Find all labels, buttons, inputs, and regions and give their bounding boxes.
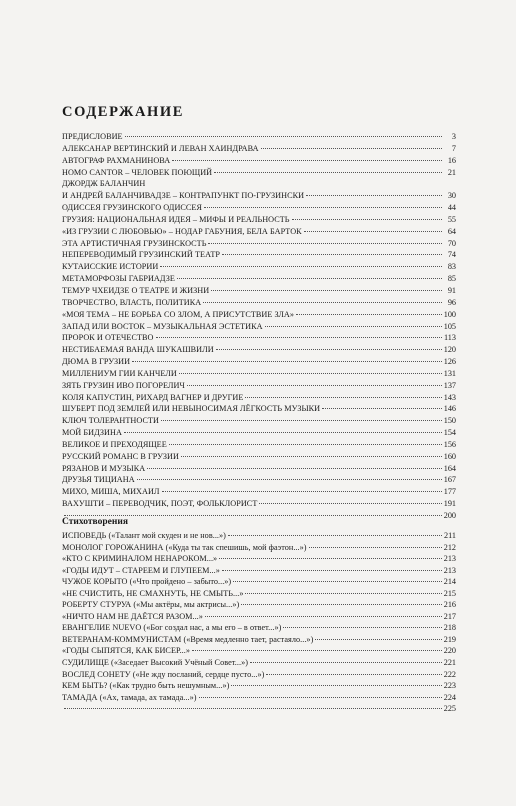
- dot-leader: [147, 468, 442, 469]
- toc-entry-title: [62, 611, 203, 623]
- entry-first-line-quote: («Талант мой скуден и не нов...»): [106, 531, 226, 540]
- page-number: 214: [443, 577, 456, 587]
- toc-entry-title: [62, 202, 202, 214]
- toc-entry: [62, 178, 456, 190]
- page-number: 213: [443, 554, 456, 564]
- toc-entry-title: [62, 439, 167, 451]
- page-number: 213: [443, 565, 456, 575]
- toc-entry-title: [62, 463, 145, 475]
- page-number: 44: [447, 203, 456, 213]
- page-number: 167: [443, 475, 456, 485]
- entry-title-text: АЛЕКСАНАР ВЕРТИНСКИЙ И ЛЕВАН ХАИНДРАВА: [62, 143, 259, 153]
- toc-entry-title: [62, 332, 154, 344]
- entry-title-text: МИХО, МИША, МИХАИЛ: [62, 487, 160, 497]
- dot-leader: [228, 535, 442, 536]
- dot-leader: [233, 581, 442, 582]
- page-number: 3: [451, 132, 456, 141]
- entry-title-text: НЕПЕРЕВОДИМЫЙ ГРУЗИНСКИЙ ТЕАТР: [62, 250, 220, 260]
- page-number: 224: [443, 692, 456, 702]
- toc-entry: [62, 273, 456, 285]
- page-number: 7: [451, 143, 456, 153]
- page-number: 96: [447, 297, 456, 307]
- entry-title-text: ПРЕДИСЛОВИЕ: [62, 132, 123, 141]
- page-number: 223: [443, 681, 456, 691]
- page-number: 156: [443, 439, 456, 449]
- toc-entry: [62, 553, 456, 565]
- entry-first-line-quote: («Мы актёры, мы актрисы...»): [131, 600, 240, 610]
- page-number: 177: [443, 487, 456, 497]
- entry-title-text: «КТО С КРИМИНАЛОМ НЕНАРОКОМ...»: [62, 554, 218, 564]
- toc-entry: [62, 692, 456, 704]
- entry-title-text: ДЮМА В ГРУЗИИ: [62, 357, 131, 367]
- dot-leader: [245, 397, 441, 398]
- page-number: 212: [443, 542, 456, 552]
- toc-entry: [62, 415, 456, 427]
- dot-leader: [309, 547, 442, 548]
- entry-title-text: ЗЯТЬ ГРУЗИН ИВО ПОГОРЕЛИЧ: [62, 380, 185, 390]
- dot-leader: [266, 674, 441, 675]
- toc-entry-title: [62, 599, 239, 611]
- dot-leader: [205, 616, 442, 617]
- toc-entry-title: [62, 214, 290, 226]
- dot-leader: [199, 697, 442, 698]
- toc-entry-title: [62, 576, 231, 588]
- entry-title-text: ЭТА АРТИСТИЧНАЯ ГРУЗИНСКОСТЬ: [62, 238, 207, 248]
- entry-title-text: И АНДРЕЙ БАЛАНЧИВАДЗЕ – КОНТРАПУНКТ ПО-ГРУЗИНСКИ: [62, 191, 305, 201]
- toc-entry-title: [62, 451, 179, 463]
- toc-entry-title: [62, 498, 257, 510]
- dot-leader: [124, 432, 442, 433]
- dot-leader: [203, 302, 442, 303]
- entry-title-text: КЛЮЧ ТОЛЕРАНТНОСТИ: [62, 416, 159, 426]
- dot-leader: [156, 337, 443, 338]
- toc-entry: [62, 486, 456, 498]
- toc-entry: [62, 588, 456, 600]
- dot-leader: [160, 266, 442, 267]
- toc-entry-title: [62, 530, 226, 542]
- toc-entry: [62, 261, 456, 273]
- page-number: 126: [443, 357, 456, 367]
- toc-entry-title: [62, 297, 201, 309]
- page-number: 70: [447, 238, 456, 248]
- page-number: 137: [443, 380, 456, 390]
- entry-first-line-quote: («Время медленно тает, растаяло...»): [181, 634, 314, 644]
- page-number: 85: [447, 274, 456, 284]
- toc-entry-title: [62, 238, 206, 250]
- dot-leader: [306, 195, 442, 196]
- page-number: 55: [447, 214, 456, 224]
- toc-entry: [62, 238, 456, 250]
- toc-entry: [62, 634, 456, 646]
- entry-title-text: ЗАПАД ИЛИ ВОСТОК – МУЗЫКАЛЬНАЯ ЭСТЕТИКА: [62, 321, 263, 331]
- entry-title-text: «ГОДЫ СЫПЯТСЯ, КАК БИСЕР...»: [62, 646, 191, 656]
- page-number: 143: [443, 392, 456, 402]
- page-number: 146: [443, 404, 456, 414]
- toc-entry: [62, 622, 456, 634]
- dot-leader: [259, 503, 441, 504]
- dot-leader: [304, 231, 442, 232]
- toc-entry: [62, 143, 456, 155]
- toc-entry-title: [62, 285, 209, 297]
- dot-leader: [315, 639, 441, 640]
- toc-entry: [62, 542, 456, 554]
- toc-entry: [62, 498, 456, 510]
- entry-title-text: ТЕМУР ЧХЕИДЗЕ О ТЕАТРЕ И ЖИЗНИ: [62, 285, 210, 295]
- entry-title-text: НЕСТИБАЕМАЯ ВАНДА ШУКАШВИЛИ: [62, 345, 214, 355]
- entry-first-line-quote: («Заседает Высокий Учёный Совет...»): [108, 658, 248, 668]
- toc-entry-title: [62, 692, 197, 704]
- toc-entry-title: [62, 427, 122, 439]
- dot-leader: [250, 662, 442, 663]
- entry-title-text: СУДИЛИЩЕ: [62, 658, 109, 668]
- page-number: 100: [443, 309, 456, 319]
- entry-title-text: ДЖОРДЖ БАЛАНЧИН: [62, 179, 146, 189]
- poems-section-heading: Стихотворения: [62, 517, 128, 527]
- toc-entry: [62, 356, 456, 368]
- page-number: 220: [443, 646, 456, 656]
- entry-title-text: РУССКИЙ РОМАНС В ГРУЗИИ: [62, 451, 179, 461]
- dot-leader: [241, 604, 441, 605]
- dot-leader: [292, 219, 442, 220]
- dot-leader: [216, 349, 442, 350]
- entry-title-text: «ИЗ ГРУЗИИ С ЛЮБОВЬЮ» – НОДАР ГАБУНИЯ, БЕЛА БАРТОК: [62, 226, 302, 236]
- dot-leader: [208, 243, 442, 244]
- toc-entry: [62, 368, 456, 380]
- toc-entry-title: [62, 645, 190, 657]
- toc-entry: [62, 226, 456, 238]
- toc-entry: [62, 131, 456, 143]
- toc-entry-title: [62, 356, 130, 368]
- page-number: 211: [444, 531, 456, 540]
- dot-leader: [64, 515, 442, 516]
- toc-entry-title: [62, 226, 302, 238]
- toc-entry: [62, 155, 456, 167]
- entry-title-text: ВАХУШТИ – ПЕРЕВОДЧИК, ПОЭТ, ФОЛЬКЛОРИСТ: [62, 499, 258, 509]
- entry-title-text: ВЕЛИКОЕ И ПРЕХОДЯЩЕЕ: [62, 439, 167, 449]
- toc-entry: [62, 285, 456, 297]
- page-number: 120: [443, 345, 456, 355]
- toc-entry: [62, 297, 456, 309]
- toc-entry: [62, 214, 456, 226]
- toc-entry: [62, 332, 456, 344]
- dot-leader: [219, 558, 442, 559]
- toc-entry-title: [62, 403, 320, 415]
- toc-entry: [62, 380, 456, 392]
- entry-first-line-quote: («Как трудно быть нешумным...»): [107, 681, 230, 691]
- entry-first-line-quote: («Что пройдено – забыто...»): [127, 577, 232, 587]
- toc-entry-title: [62, 622, 281, 634]
- page-number: 164: [443, 463, 456, 473]
- entry-title-text: КЕМ БЫТЬ?: [62, 681, 108, 691]
- entry-first-line-quote: («Не жду посланий, сердце пусто...»): [130, 669, 265, 679]
- entry-title-text: «ГОДЫ ИДУТ – СТАРЕЕМ И ГЛУПЕЕМ...»: [62, 565, 220, 575]
- poems-list: [62, 530, 456, 715]
- page-number: 160: [443, 451, 456, 461]
- entry-title-text: ЕВАНГЕЛИЕ NUEVO: [62, 623, 142, 633]
- dot-leader: [162, 491, 442, 492]
- dot-leader: [222, 254, 442, 255]
- toc-entry-title: [62, 680, 229, 692]
- dot-leader: [214, 172, 442, 173]
- dot-leader: [222, 570, 442, 571]
- toc-entry: [62, 599, 456, 611]
- dot-leader: [211, 290, 442, 291]
- toc-entry-title: [62, 669, 264, 681]
- dot-leader: [181, 456, 442, 457]
- toc-entry: [62, 645, 456, 657]
- page-number: 64: [447, 226, 456, 236]
- entry-title-text: ТВОРЧЕСТВО, ВЛАСТЬ, ПОЛИТИКА: [62, 297, 202, 307]
- toc-entry: [62, 309, 456, 321]
- toc-entry-title: [62, 380, 185, 392]
- toc-entry: [62, 321, 456, 333]
- dot-leader: [161, 420, 442, 421]
- dot-leader: [245, 593, 441, 594]
- toc-entry: [62, 344, 456, 356]
- toc-entry: [62, 565, 456, 577]
- page-number: 74: [447, 250, 456, 260]
- page-number: 83: [447, 262, 456, 272]
- page-number: 30: [447, 191, 456, 201]
- toc-entry-title: [62, 553, 217, 565]
- toc-entry: [62, 249, 456, 261]
- toc-entry: [62, 392, 456, 404]
- entry-first-line-quote: («Куда ты так спешишь, мой фаэтон...»): [163, 542, 307, 552]
- toc-entry: [62, 669, 456, 681]
- dot-leader: [204, 207, 442, 208]
- entry-title-text: ЧУЖОЕ КОРЫТО: [62, 577, 128, 587]
- toc-entry: [62, 202, 456, 214]
- toc-entry-title: [62, 167, 212, 179]
- toc-entry: [62, 451, 456, 463]
- entry-title-text: ШУБЕРТ ПОД ЗЕМЛЕЙ ИЛИ НЕВЫНОСИМАЯ ЛЁГКОСТЬ МУЗЫКИ: [62, 404, 321, 414]
- dot-leader: [172, 160, 442, 161]
- toc-entry-title: [62, 309, 294, 321]
- toc-entry: [62, 403, 456, 415]
- entry-title-text: РЯЗАНОВ И МУЗЫКА: [62, 463, 146, 473]
- page-number: 221: [443, 658, 456, 668]
- toc-entry-title: [62, 155, 170, 167]
- page-number: 16: [447, 155, 456, 165]
- toc-entry: [62, 427, 456, 439]
- dot-leader: [132, 361, 442, 362]
- entry-title-text: HOMO CANTOR – ЧЕЛОВЕК ПОЮЩИЙ: [62, 167, 213, 177]
- toc-entry: [62, 576, 456, 588]
- toc-entry-title: [62, 131, 123, 143]
- entry-first-line-quote: («Ах, тамада, ах тамада...»): [97, 692, 197, 702]
- dot-leader: [137, 479, 442, 480]
- dot-leader: [187, 385, 442, 386]
- dot-leader: [179, 373, 442, 374]
- page-number: 150: [443, 416, 456, 426]
- toc-entry-title: [62, 474, 135, 486]
- dot-leader: [231, 685, 441, 686]
- toc-entry: [62, 439, 456, 451]
- toc-entry: [62, 680, 456, 692]
- page-number: 217: [443, 611, 456, 621]
- toc-entry-title: [62, 249, 220, 261]
- page-number: 191: [443, 499, 456, 509]
- toc-entry-title: [62, 190, 304, 202]
- page-number: 219: [443, 634, 456, 644]
- entry-title-text: КОЛЯ КАПУСТИН, РИХАРД ВАГНЕР И ДРУГИЕ: [62, 392, 244, 402]
- entry-title-text: КУТАИССКИЕ ИСТОРИИ: [62, 262, 159, 272]
- toc-entry: [62, 657, 456, 669]
- toc-entry-title: [62, 486, 160, 498]
- entry-title-text: РОБЕРТУ СТУРУА: [62, 600, 132, 610]
- toc-entry: [62, 190, 456, 202]
- toc-entry-title: [62, 178, 145, 190]
- dot-leader: [322, 408, 442, 409]
- entry-title-text: «МОЯ ТЕМА – НЕ БОРЬБА СО ЗЛОМ, А ПРИСУТСТВИЕ ЗЛА»: [62, 309, 295, 319]
- dot-leader: [296, 314, 442, 315]
- page-number: 200: [443, 511, 456, 520]
- page-number: 222: [443, 669, 456, 679]
- entry-title-text: ОДИССЕЯ ГРУЗИНСКОГО ОДИССЕЯ: [62, 203, 202, 213]
- toc-entry: [62, 463, 456, 475]
- page-number: 215: [443, 588, 456, 598]
- toc-entry-title: [62, 588, 243, 600]
- page-number: 131: [443, 368, 456, 378]
- toc-entry-title: [62, 261, 158, 273]
- toc-entry: [62, 530, 456, 542]
- page-number: 105: [443, 321, 456, 331]
- entry-title-text: МОНОЛОГ ГОРОЖАНИНА: [62, 542, 164, 552]
- toc-entry-title: [62, 542, 307, 554]
- dot-leader: [192, 650, 442, 651]
- toc-entry-title: [62, 143, 259, 155]
- entry-title-text: МОЙ БИДЗИНА: [62, 428, 122, 438]
- entry-title-text: ГРУЗИЯ: НАЦИОНАЛЬНАЯ ИДЕЯ – МИФЫ И РЕАЛЬНОСТЬ: [62, 214, 290, 224]
- toc-entry-title: [62, 344, 214, 356]
- dot-leader: [169, 444, 442, 445]
- toc-entry-title: [62, 368, 177, 380]
- toc-entry: [62, 703, 456, 715]
- toc-entry-title: [62, 634, 313, 646]
- dot-leader: [125, 136, 442, 137]
- dot-leader: [265, 326, 442, 327]
- entry-title-text: ДРУЗЬЯ ТИЦИАНА: [62, 475, 135, 485]
- toc-entry-title: [62, 657, 248, 669]
- entry-title-text: «НИЧТО НАМ НЕ ДАЁТСЯ РАЗОМ...»: [62, 611, 203, 621]
- dot-leader: [64, 708, 442, 709]
- page-number: 216: [443, 600, 456, 610]
- entry-title-text: ВЕТЕРАНАМ-КОММУНИСТАМ: [62, 634, 182, 644]
- entry-title-text: ВОСЛЕД СОНЕТУ: [62, 669, 131, 679]
- dot-leader: [261, 148, 442, 149]
- page-number: 113: [444, 333, 456, 343]
- entry-title-text: МЕТАМОРФОЗЫ ГАБРИАДЗЕ: [62, 274, 175, 284]
- toc-entry: [62, 611, 456, 623]
- toc-entry: [62, 167, 456, 179]
- entry-title-text: «НЕ СЧИСТИТЬ, НЕ СМАХНУТЬ, НЕ СМЫТЬ...»: [62, 588, 244, 598]
- table-of-contents: [62, 131, 456, 522]
- entry-title-text: АВТОГРАФ РАХМАНИНОВА: [62, 155, 171, 165]
- dot-leader: [283, 627, 441, 628]
- dot-leader: [177, 278, 442, 279]
- toc-entry-title: [62, 565, 220, 577]
- toc-entry-title: [62, 273, 175, 285]
- page-number: 21: [447, 167, 456, 177]
- page-number: 218: [443, 623, 456, 633]
- toc-entry-title: [62, 321, 263, 333]
- page-number: 154: [443, 428, 456, 438]
- page-number: 91: [447, 285, 456, 295]
- entry-first-line-quote: («Бог создал нас, а мы его – в ответ...»): [141, 623, 282, 633]
- entry-title-text: ИСПОВЕДЬ: [62, 531, 107, 540]
- toc-entry-title: [62, 392, 243, 404]
- entry-title-text: МИЛЛЕНИУМ ГИИ КАНЧЕЛИ: [62, 368, 177, 378]
- entry-title-text: ТАМАДА: [62, 692, 98, 702]
- toc-entry: [62, 474, 456, 486]
- entry-title-text: ПРОРОК И ОТЕЧЕСТВО: [62, 333, 154, 343]
- toc-entry-title: [62, 415, 159, 427]
- page-title: СОДЕРЖАНИЕ: [62, 104, 185, 120]
- page-number: 225: [443, 704, 456, 714]
